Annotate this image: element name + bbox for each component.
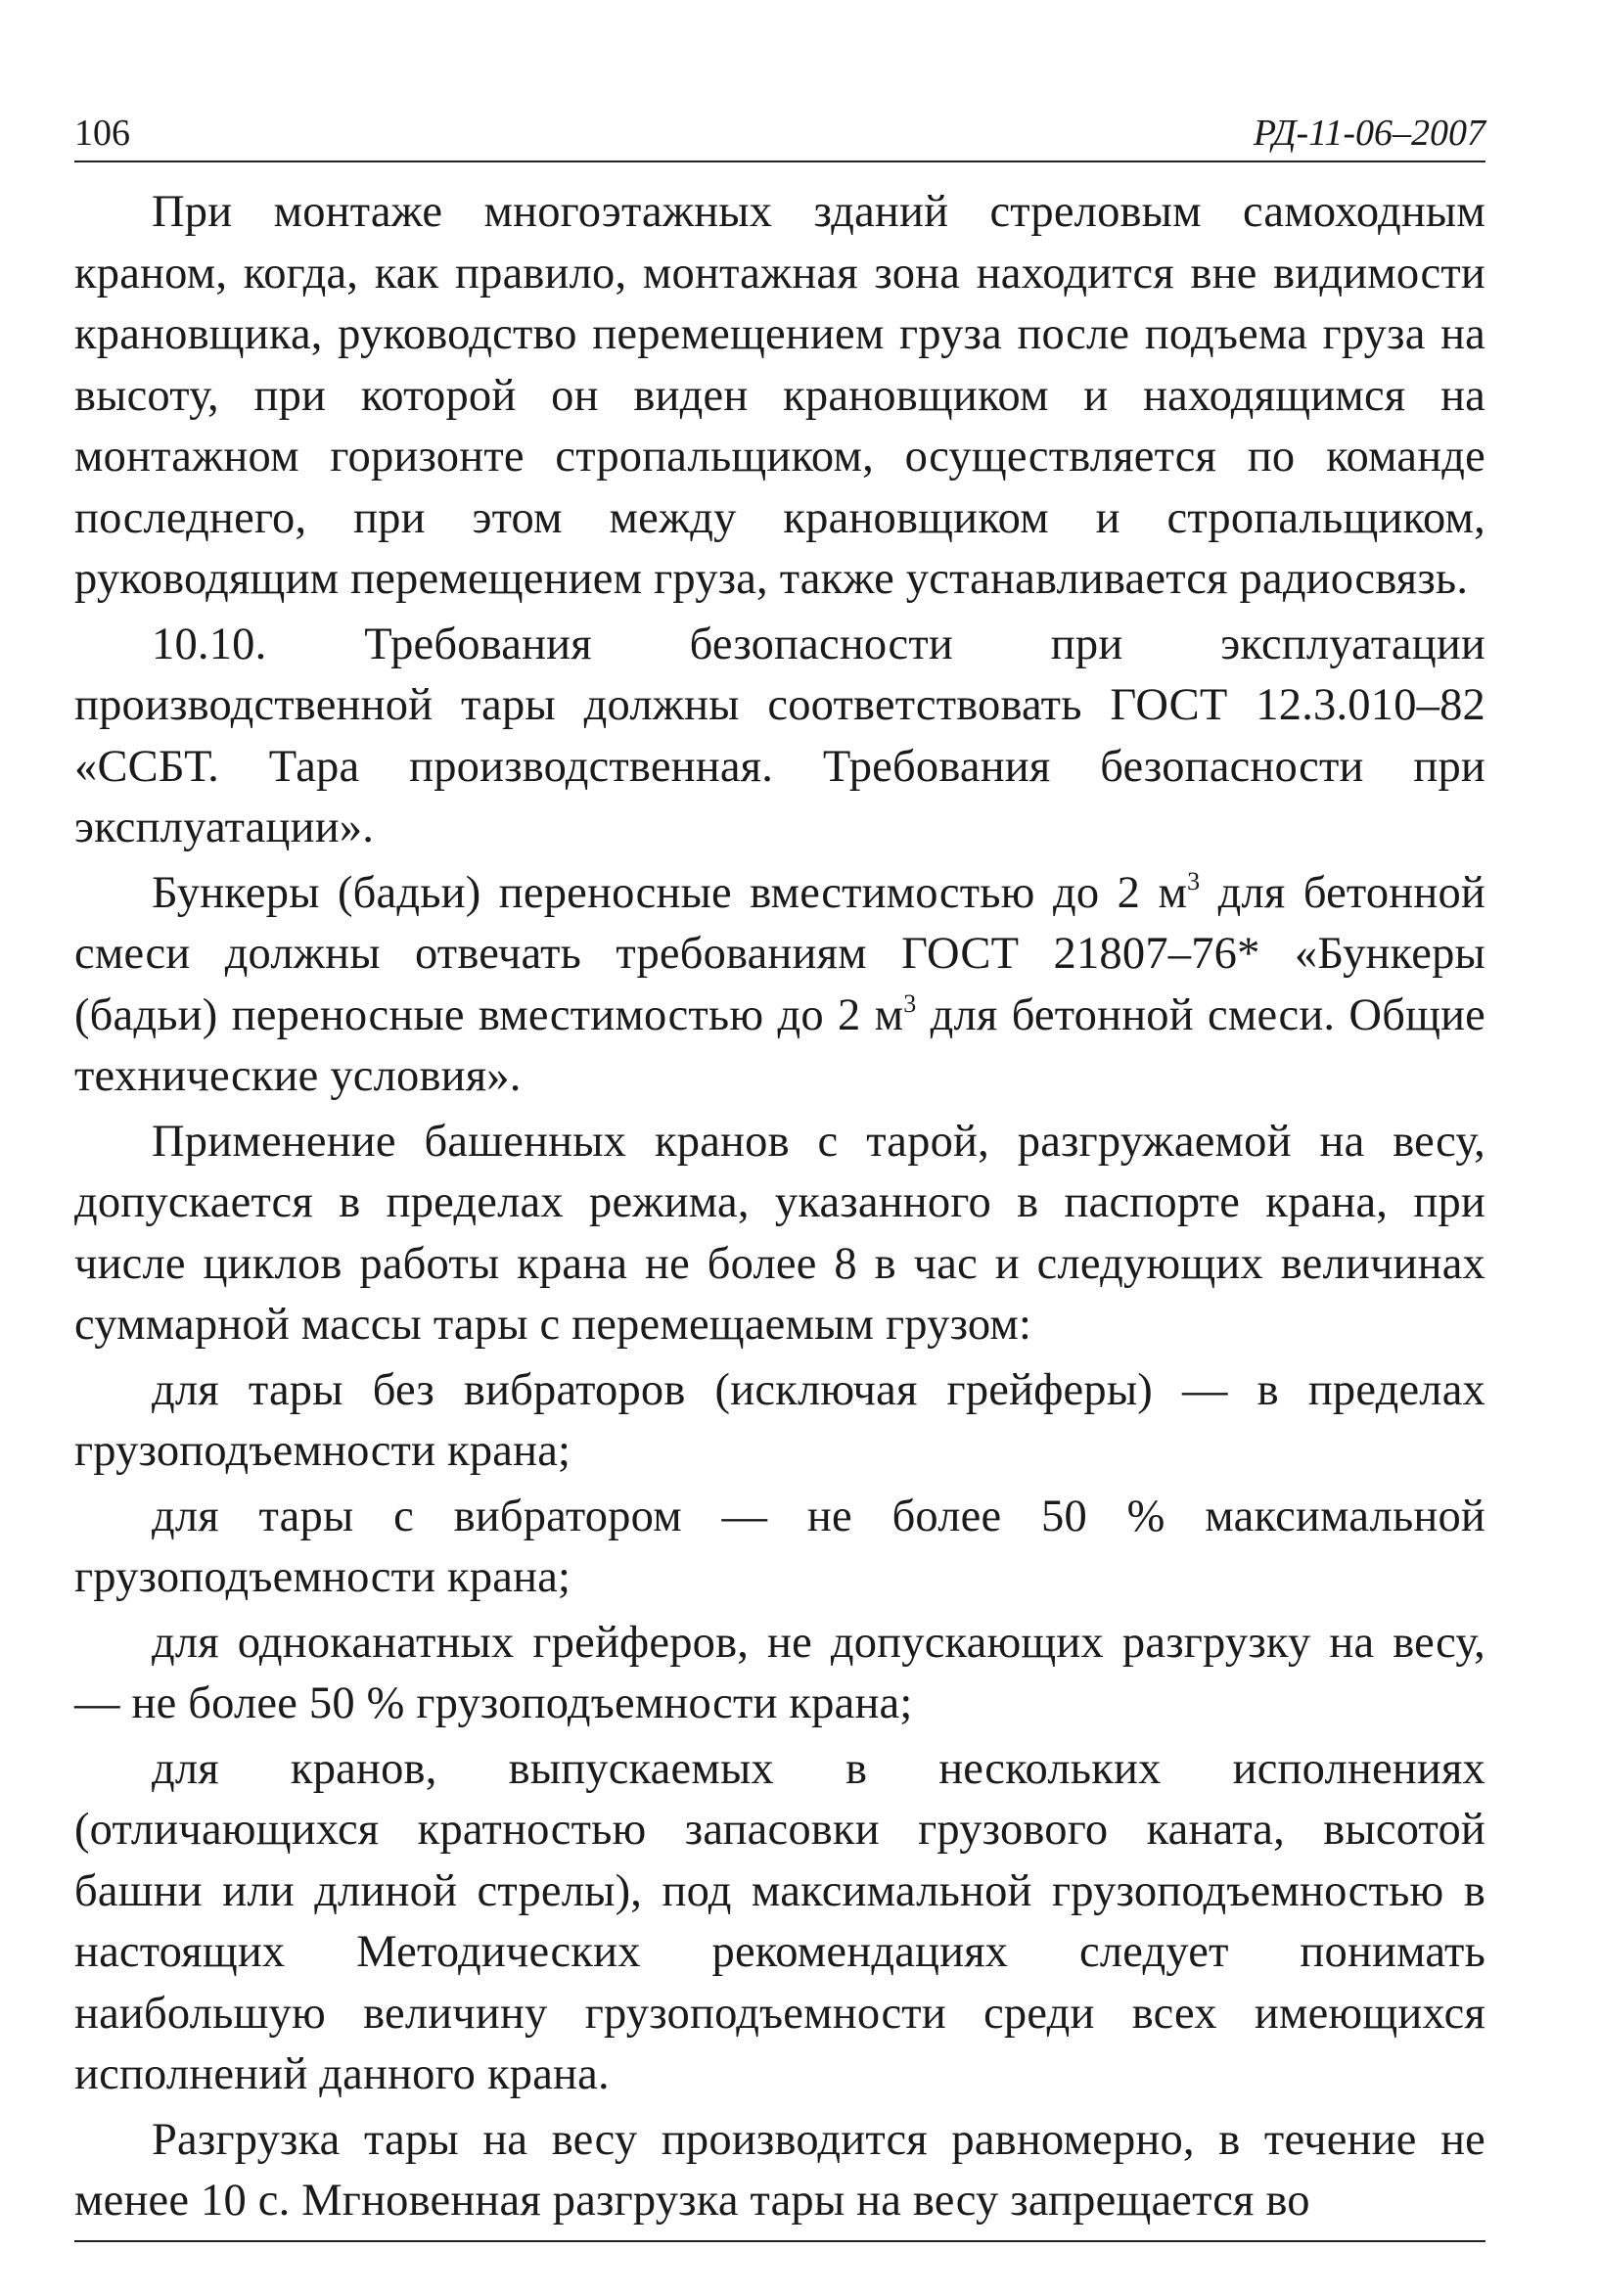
paragraph-unloading: Разгрузка тары на весу производится равномерно, в течение не менее 10 с. Мгновенная разгрузка тары на весу запрещается во bbox=[74, 2114, 1485, 2226]
page-number: 106 bbox=[74, 113, 130, 154]
paragraph-tower-cranes: Применение башенных кранов с тарой, разгружаемой на весу, допускается в пределах режима, указанного в паспорте крана, при числе циклов работы крана не более 8 в час и следующих величинах суммарной массы тары с перемещаемым грузом: bbox=[74, 1116, 1485, 1350]
paragraph-section-10-10: 10.10. Требования безопасности при эксплуатации производственной тары должны соответствовать ГОСТ 12.3.010–82 «ССБТ. Тара производственная. Требования безопасности при эксплуатации». bbox=[74, 619, 1485, 852]
paragraph-text-fragment: Бункеры (бадьи) переносные вместимостью до 2 м bbox=[152, 867, 1188, 918]
list-item-no-vibrators: для тары без вибраторов (исключая грейферы) — в пределах грузоподъемности крана; bbox=[74, 1364, 1485, 1476]
list-item-crane-versions: для кранов, выпускаемых в нескольких исполнениях (отличающихся кратностью запасовки грузового каната, высотой башни или длиной стрелы), под максимальной грузоподъемностью в настоящих Методических рекомендациях следует понимать наибольшую величину грузоподъемности среди всех имеющихся исполнений данного крана. bbox=[74, 1743, 1485, 2099]
list-item-single-rope-grabs: для одноканатных грейферов, не допускающих разгрузку на весу, — не более 50 % грузоподъемности крана; bbox=[74, 1617, 1485, 1728]
bottom-rule bbox=[74, 2240, 1485, 2242]
paragraph-text-fragment: для бетонной смеси должны отвечать требованиям ГОСТ 21807–76* «Бункеры (бадьи) переносные вместимостью до 2 м bbox=[74, 867, 1485, 1040]
document-code: РД-11-06–2007 bbox=[1253, 113, 1485, 154]
paragraph-radio-communication: При монтаже многоэтажных зданий стреловым самоходным краном, когда, как правило, монтажная зона находится вне видимости крановщика, руководство перемещением груза после подъема груза на высоту, при которой он виден крановщиком и находящимся на монтажном горизонте стропальщиком, осуществляется по команде последнего, при этом между крановщиком и стропальщиком, руководящим перемещением груза, также устанавливается радиосвязь. bbox=[74, 187, 1485, 604]
paragraph-text-fragment: для бетонной смеси. Общие технические условия». bbox=[74, 989, 1486, 1101]
superscript-3: 3 bbox=[903, 988, 917, 1018]
paragraph-hoppers bbox=[74, 863, 1485, 1108]
body-text bbox=[74, 182, 1485, 2232]
running-head bbox=[74, 106, 1485, 162]
list-item-with-vibrator: для тары с вибратором — не более 50 % максимальной грузоподъемности крана; bbox=[74, 1491, 1485, 1602]
document-page bbox=[74, 106, 1485, 2242]
superscript-3: 3 bbox=[1187, 866, 1201, 895]
